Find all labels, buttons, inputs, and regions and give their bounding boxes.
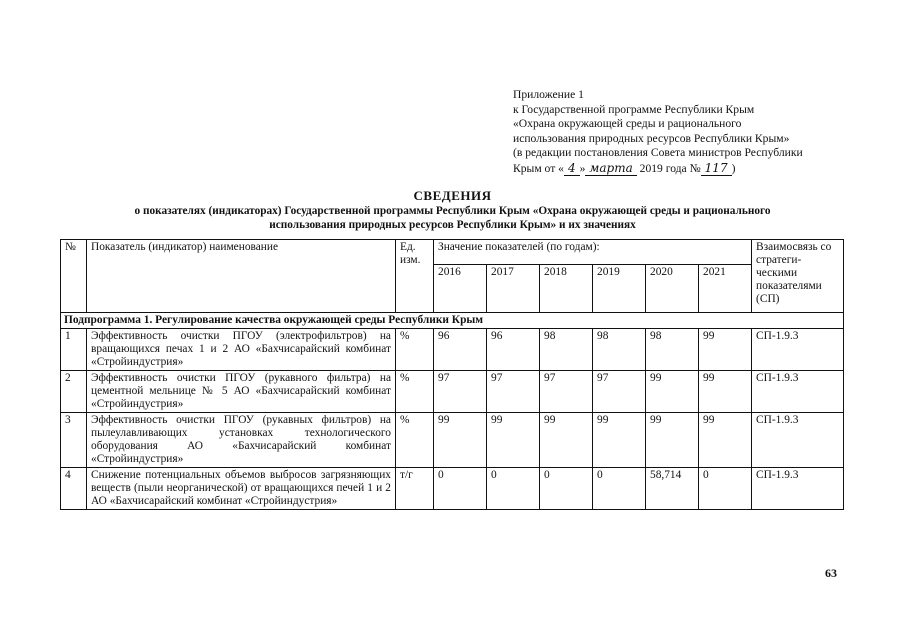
row-value: 98 <box>540 329 593 371</box>
header-no: № <box>61 240 87 313</box>
row-value: 0 <box>593 468 646 510</box>
header-values: Значение показателей (по годам): <box>434 240 752 265</box>
row-value: 99 <box>646 371 699 413</box>
appendix-line: к Государственной программе Республики Крым <box>513 102 755 116</box>
row-value: 58,714 <box>646 468 699 510</box>
year-cell: 2020 <box>646 264 699 312</box>
row-link: СП-1.9.3 <box>752 413 844 468</box>
row-value: 0 <box>434 468 487 510</box>
table-row <box>61 329 844 371</box>
row-value: 97 <box>487 371 540 413</box>
row-unit: % <box>396 413 434 468</box>
subprogram-row <box>61 313 844 329</box>
row-value: 0 <box>487 468 540 510</box>
row-value: 97 <box>434 371 487 413</box>
row-link: СП-1.9.3 <box>752 329 844 371</box>
row-unit: % <box>396 371 434 413</box>
row-value: 97 <box>540 371 593 413</box>
appendix-line: Приложение 1 <box>513 88 584 101</box>
row-value: 98 <box>646 329 699 371</box>
row-no: 1 <box>61 329 87 371</box>
year-cell: 2021 <box>699 264 752 312</box>
year-cell: 2018 <box>540 264 593 312</box>
row-indicator: Снижение потенциальных объемов выбросов загрязняющих веществ (пыли неорганической) от вращающихся печей 1 и 2 АО «Бахчисарайский комбинат «Стройиндустрия» <box>87 468 396 510</box>
appendix-date-line: Крым от « 4 » марта 2019 года № 117 ) <box>513 160 736 175</box>
document-title: СВЕДЕНИЯ <box>413 188 492 203</box>
handwritten-day: 4 <box>564 161 580 176</box>
header-link: Взаимосвязь со стратеги-ческими показателями (СП) <box>752 240 844 313</box>
page-number: 63 <box>825 566 837 580</box>
row-value: 96 <box>434 329 487 371</box>
subprogram-title: Подпрограмма 1. Регулирование качества окружающей среды Республики Крым <box>61 313 844 329</box>
row-link: СП-1.9.3 <box>752 371 844 413</box>
row-value: 99 <box>540 413 593 468</box>
handwritten-month: марта <box>585 161 636 176</box>
header-unit: Ед. изм. <box>396 240 434 313</box>
appendix-line: использования природных ресурсов Республики Крым» <box>513 131 790 145</box>
row-value: 96 <box>487 329 540 371</box>
table-row <box>61 468 844 510</box>
row-indicator: Эффективность очистки ПГОУ (рукавных фильтров) на пылеулавливающих установках технологического оборудования АО «Бахчисарайский комбинат «Стройиндустрия» <box>87 413 396 468</box>
document-subtitle <box>0 205 905 232</box>
row-value: 99 <box>487 413 540 468</box>
row-unit: т/г <box>396 468 434 510</box>
subtitle-line-2: использования природных ресурсов Республики Крым» и их значениях <box>269 218 636 231</box>
header-row <box>61 240 844 265</box>
table-row <box>61 371 844 413</box>
row-value: 99 <box>434 413 487 468</box>
row-no: 4 <box>61 468 87 510</box>
appendix-line: (в редакции постановления Совета министров Республики <box>513 146 803 160</box>
row-link: СП-1.9.3 <box>752 468 844 510</box>
year-cell: 2016 <box>434 264 487 312</box>
row-value: 99 <box>699 371 752 413</box>
row-value: 0 <box>699 468 752 510</box>
row-value: 98 <box>593 329 646 371</box>
appendix-line: «Охрана окружающей среды и рационального <box>513 117 742 131</box>
row-value: 99 <box>646 413 699 468</box>
header-indicator: Показатель (индикатор) наименование <box>87 240 396 313</box>
year-cell: 2017 <box>487 264 540 312</box>
table-row <box>61 413 844 468</box>
row-value: 99 <box>699 413 752 468</box>
row-unit: % <box>396 329 434 371</box>
indicators-table <box>60 239 844 510</box>
row-value: 99 <box>593 413 646 468</box>
row-no: 2 <box>61 371 87 413</box>
handwritten-number: 117 <box>701 161 732 176</box>
row-indicator: Эффективность очистки ПГОУ (электрофильтров) на вращающихся печах 1 и 2 АО «Бахчисарайский комбинат «Стройиндустрия» <box>87 329 396 371</box>
subtitle-line-1: о показателях (индикаторах) Государственной программы Республики Крым «Охрана окружающей среды и рационального <box>134 205 771 217</box>
row-value: 0 <box>540 468 593 510</box>
row-value: 99 <box>699 329 752 371</box>
year-cell: 2019 <box>593 264 646 312</box>
row-value: 97 <box>593 371 646 413</box>
row-no: 3 <box>61 413 87 468</box>
appendix-block <box>513 88 803 177</box>
row-indicator: Эффективность очистки ПГОУ (рукавного фильтра) на цементной мельнице № 5 АО «Бахчисарайский комбинат «Стройиндустрия» <box>87 371 396 413</box>
